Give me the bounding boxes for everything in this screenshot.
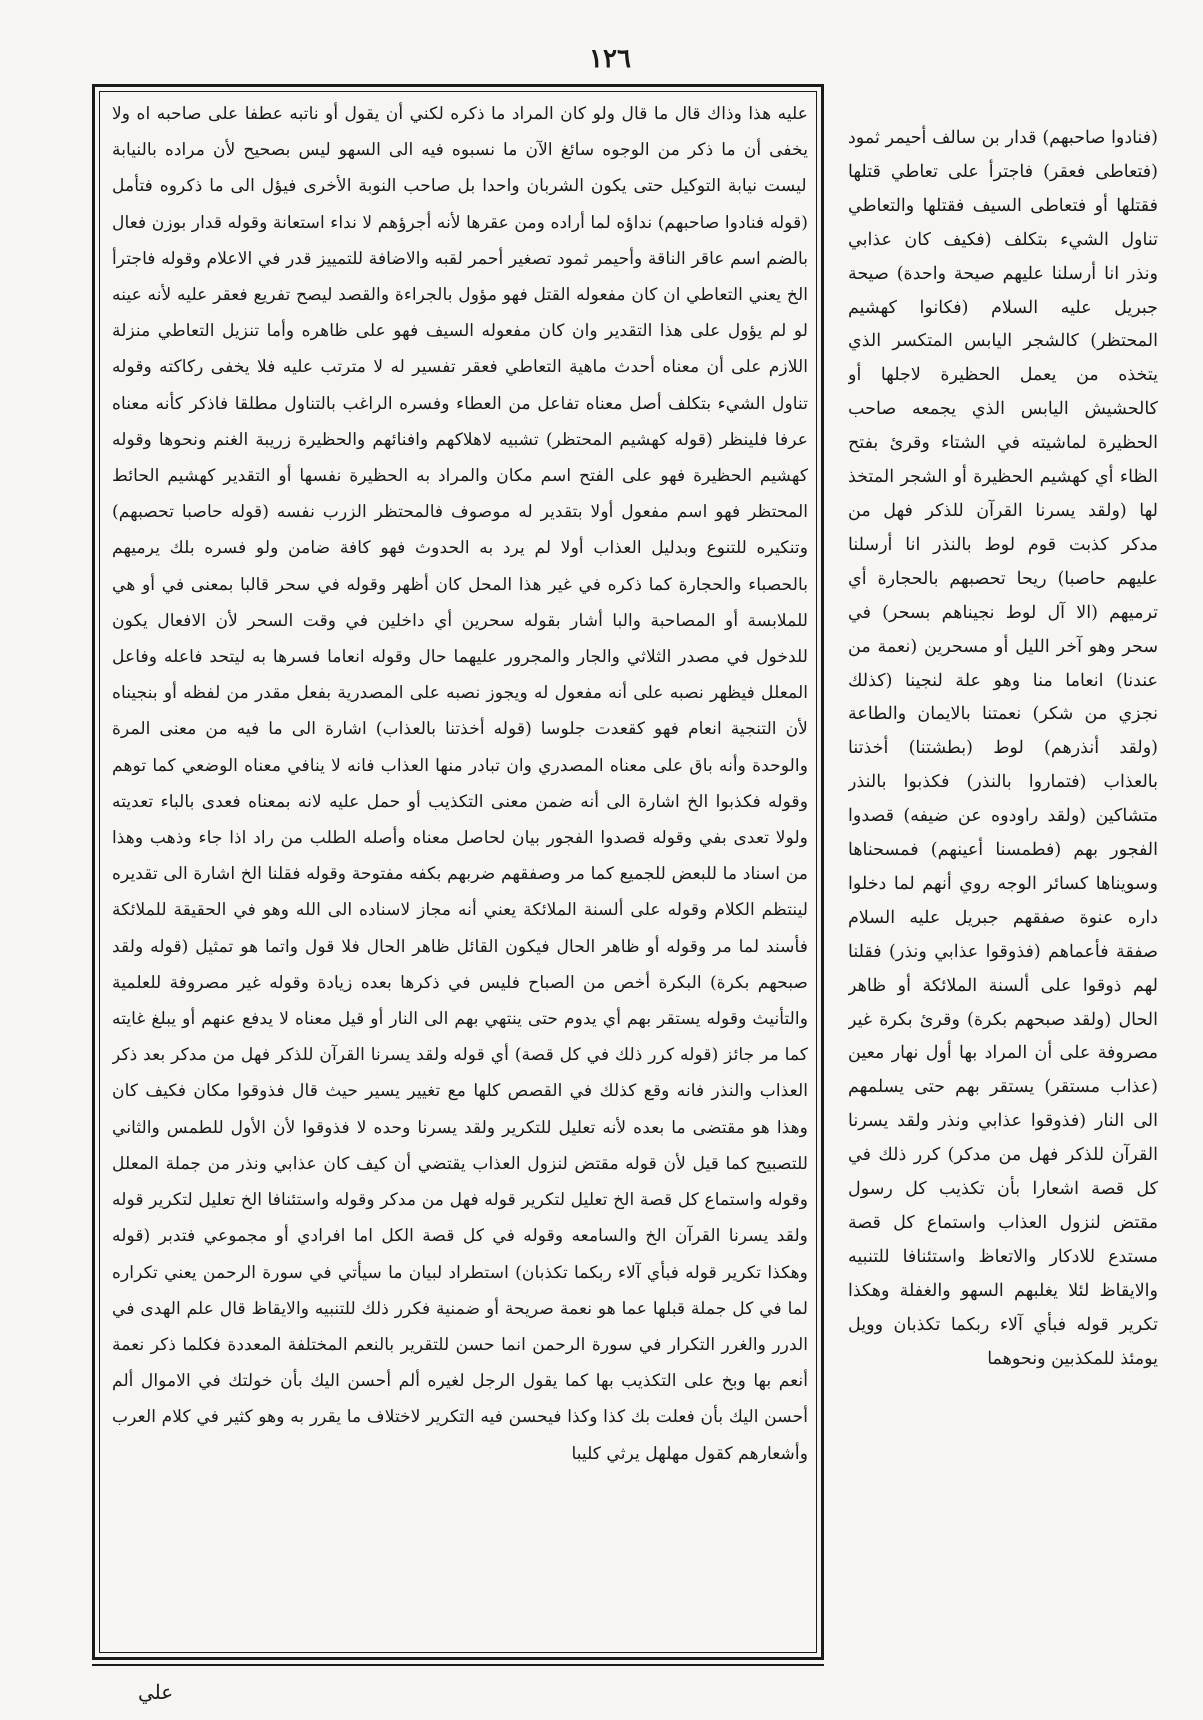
main-paragraph: عليه هذا وذاك قال ما قال ولو كان المراد ما ذكره لكني أن يقول أو ناتبه عطفا على صاحبه اه ولا يخفى أن ما ذكر من الوجوه سائغ الآن ما نسبوه فيه الى السهو ليس بصحيح لأن مراده بالنيابة ليست نيابة التوكيل حتى يكون الشربان واحدا بل صاحب النوبة الأخرى فيؤل الى ما ذكروه فتأمل	[112, 104, 808, 197]
page-number: ١٢٦	[589, 44, 631, 74]
main-paragraph: (قوله فنادوا صاحبهم) نداؤه لما أراده ومن عقرها لأنه أجرؤهم لا نداء استعانة وقوله قدار بوزن فعال بالضم اسم عاقر الناقة وأحيمر ثمود تصغير أحمر لقبه والاضافة للتمييز قدر في الاعلام وقوله فاجترأ الخ يعني التعاطي ان كان مفعوله القتل فهو مؤول بالجراءة والقصد ليصح تفريع فعقر عليه لأنه عينه لو لم يؤول على هذا التقدير وان كان مفعوله السيف فهو على ظاهره وأما تنزيل التعاطي منزلة اللازم على أن معناه أحدث ماهية التعاطي فعقر تفسير له لا مترتب عليه فلا يخفى ركاكته وقوله تناول الشيء بتكلف أصل معناه تفاعل من العطاء وفسره الراغب بالتناول مطلقا فاذكر كأنه معناه عرفا فلينظر	[112, 212, 808, 450]
main-paragraph: (قوله وهكذا تكرير قوله فبأي آلاء ربكما تكذبان) استطراد لبيان ما سيأتي في سورة الرحمن يعني تكراره لما في كل جملة قبلها عما هو نعمة صريحة أو ضمنية فكرر ذلك للتنبيه والايقاظ قال علم الهدى في الدرر والغرر التكرار في سورة الرحمن انما حسن للتقرير بالنعم المختلفة المعددة فكلما ذكر نعمة أنعم بها وبخ على التكذيب بها كما يقول الرجل لغيره ألم أحسن اليك بأن خولتك في الاموال ألم أحسن اليك بأن فعلت بك كذا وكذا فيحسن فيه التكرير لاختلاف ما يقرر به وهو كثير في كلام العرب وأشعارهم كقول مهلهل يرثي كليبا	[112, 1226, 808, 1464]
main-paragraph: (قوله كهشيم المحتظر) تشبيه لاهلاكهم وافنائهم والحظيرة زريبة الغنم ونحوها وقوله كهشيم الحظيرة فهو على الفتح اسم مكان والمراد به الحظيرة نفسها أو التقدير كهشيم الحائط المحتظر فهو اسم مفعول أولا بتقدير له موصوف فالمحتظر الزرب نفسه	[112, 429, 808, 523]
main-paragraph: (قوله كرر ذلك في كل قصة) أي قوله ولقد يسرنا القرآن للذكر فهل من مدكر بعد ذكر العذاب والنذر فانه وقع كذلك في القصص كلها مع تغيير يسير حيث قال فذوقوا مكان فكيف كان وهذا هو مقتضى ما بعده لأنه تعليل للتكرير ولقد يسرنا وحده لا فذوقوا لأن الأول للطمس والثاني للتصبيح كما قيل لأن قوله مقتض لنزول العذاب يقتضي أن كيف كان عذابي ونذر من جملة المعلل وقوله واستماع كل قصة الخ تعليل لتكرير قوله فهل من مدكر وقوله واستئنافا الخ تعليل لتكرير قوله ولقد يسرنا القرآن الخ والسامعه وقوله في كل قصة الكل اما افرادي أو مجموعي فتدبر	[112, 1045, 808, 1247]
main-commentary	[112, 96, 808, 1596]
margin-tafsir	[848, 122, 1158, 1682]
catchword: علي	[138, 1680, 174, 1704]
main-paragraph: (قوله أخذتنا بالعذاب) اشارة الى ما فيه من معنى المرة والوحدة وأنه باق على معناه المصدري وان تبادر منها العذاب فانه لا ينافي معناه الوضعي كما توهم وقوله فكذبوا الخ اشارة الى أنه ضمن معنى التكذيب أو حمل عليه لانه بمعناه فعدى بالباء تعديته ولولا تعدى بفي وقوله قصدوا الفجور بيان لحاصل معناه وأصله الطلب من راد اذا جاء وذهب وهذا من اسناد ما للبعض للجميع كما مر وصفقهم ضربهم بكفه مفتوحة وقوله فقلنا الخ اشارة الى تقديره لينتظم الكلام وقوله على ألسنة الملائكة يعني أنه مجاز لاسناده الى الله وهو في الحقيقة للملائكة فأسند لما مر وقوله أو ظاهر الحال فيكون القائل ظاهر الحال فلا قول واتما هو تمثيل	[112, 719, 808, 957]
main-paragraph: (قوله حاصبا تحصبهم) وتنكيره للتنوع وبدليل العذاب أولا لم يرد به الحدوث فهو كافة ضامن ولو فسره بلك يرميهم بالحصباء والحجارة كما ذكره في غير هذا المحل كان أظهر وقوله في سحر قالبا بمعنى في أو هي للملابسة أو المصاحبة والبا أشار بقوله سحرين أي داخلين في وقت السحر لأن الافعال يكون للدخول في مصدر الثلاثي والجار والمجرور عليهما حال وقوله انعاما فسرها به ليتحد فاعله وفاعل المعلل فيظهر نصبه على أنه مفعول له ويجوز نصبه على المصدرية بفعل مقدر من لفظه أو بنجيناه لأن التنجية انعام فهو كقعدت جلوسا	[112, 502, 808, 740]
main-paragraph: (قوله ولقد صبحهم بكرة) البكرة أخص من الصباح فليس في ذكرها بعده زيادة وقوله غير مصروفة للعلمية والتأنيث وقوله يستقر بهم أي يدوم حتى ينتهي بهم الى النار أو قيل معناه لا يدفع عنهم أو يبلغ غايته كما مر جائز	[112, 936, 808, 1066]
margin-paragraph: (فنادوا صاحبهم) قدار بن سالف أحيمر ثمود (فتعاطى فعقر) فاجترأ على تعاطي قتلها فقتلها أو فتعاطى السيف فقتلها والتعاطي تناول الشيء بتكلف (فكيف كان عذابي ونذر انا أرسلنا عليهم صيحة واحدة) صيحة جبريل عليه السلام (فكانوا كهشيم المحتظر) كالشجر اليابس المتكسر الذي يتخذه من يعمل الحظيرة لاجلها أو كالحشيش اليابس الذي يجمعه صاحب الحظيرة لماشيته في الشتاء وقرئ بفتح الظاء أي كهشيم الحظيرة أو الشجر المتخذ لها (ولقد يسرنا القرآن للذكر فهل من مدكر كذبت قوم لوط بالنذر انا أرسلنا عليهم حاصبا) ريحا تحصبهم بالحجارة أي ترميهم (الا آل لوط نجيناهم بسحر) في سحر وهو آخر الليل أو مسحرين (نعمة من عندنا) انعاما منا وهو علة لنجينا (كذلك نجزي من شكر) نعمتنا بالايمان والطاعة (ولقد أنذرهم) لوط (بطشتنا) أخذتنا بالعذاب (فتماروا بالنذر) فكذبوا بالنذر متشاكين (ولقد راودوه عن ضيفه) قصدوا الفجور بهم (فطمسنا أعينهم) فمسحناها وسويناها كسائر الوجه روي أنهم لما دخلوا داره عنوة صفقهم جبريل عليه السلام صفقة فأعماهم (فذوقوا عذابي ونذر) فقلنا لهم ذوقوا على ألسنة الملائكة أو ظاهر الحال (ولقد صبحهم بكرة) وقرئ بكرة غير مصروفة على أن المراد بها أول نهار معين (عذاب مستقر) يستقر بهم حتى يسلمهم الى النار (فذوقوا عذابي ونذر ولقد يسرنا القرآن للذكر فهل من مدكر) كرر ذلك في كل قصة اشعارا بأن تكذيب كل رسول مقتض لنزول العذاب واستماع كل قصة مستدع للادكار والاتعاظ واستئنافا للتنبيه والايقاظ لئلا يغلبهم السهو والغفلة وهكذا تكرير قوله فبأي آلاء ربكما تكذبان وويل يومئذ للمكذبين ونحوهما	[848, 128, 1158, 1369]
footer-rule	[92, 1664, 824, 1666]
